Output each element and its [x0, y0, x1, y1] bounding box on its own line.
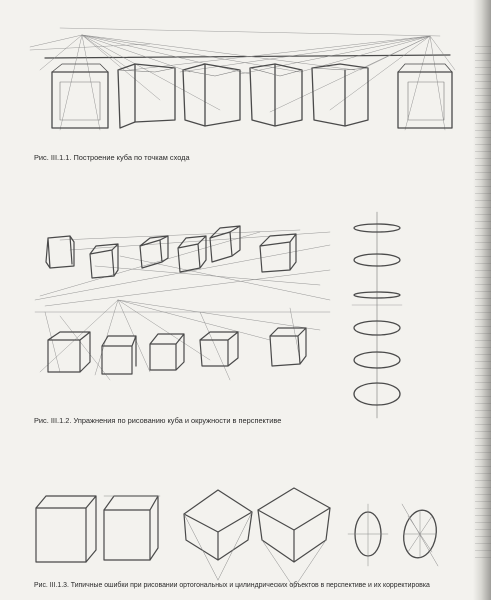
cube-3: [183, 64, 240, 126]
error-square: [36, 496, 96, 562]
upper-row-rays: [35, 230, 330, 306]
corrected-diamond-cube: [258, 488, 330, 588]
cube-4: [250, 64, 302, 126]
figure-3-drawing: [36, 488, 440, 588]
figure-2-caption: Рис. III.1.2. Упражнения по рисованию куба и окружности в перспективе: [34, 416, 282, 425]
error-diamond-cube: [184, 490, 252, 580]
corrected-square: [104, 496, 160, 560]
cube-2: [118, 64, 175, 128]
error-ellipse: [348, 504, 388, 566]
cube-5: [312, 64, 368, 126]
cube-6: [398, 64, 452, 128]
figure-1-drawing: [30, 28, 455, 130]
corrected-ellipse: [400, 504, 440, 566]
ellipse-column: [352, 212, 402, 418]
figure-3-caption: Рис. III.1.3. Типичные ошибки при рисовании ортогональных и цилиндрических объектов в перспективе и их корректировка: [34, 582, 430, 589]
vanishing-rays-left: [30, 35, 355, 130]
figure-2-drawing: [35, 212, 402, 418]
cube-1: [52, 64, 108, 128]
lower-row-cubes: [48, 328, 306, 374]
page-gutter: [473, 0, 491, 600]
bleed-through-text: [475, 40, 491, 560]
upper-row-cubes: [46, 226, 296, 278]
figure-1-caption: Рис. III.1.1. Построение куба по точкам схода: [34, 153, 190, 162]
vanishing-rays-right: [130, 36, 455, 130]
